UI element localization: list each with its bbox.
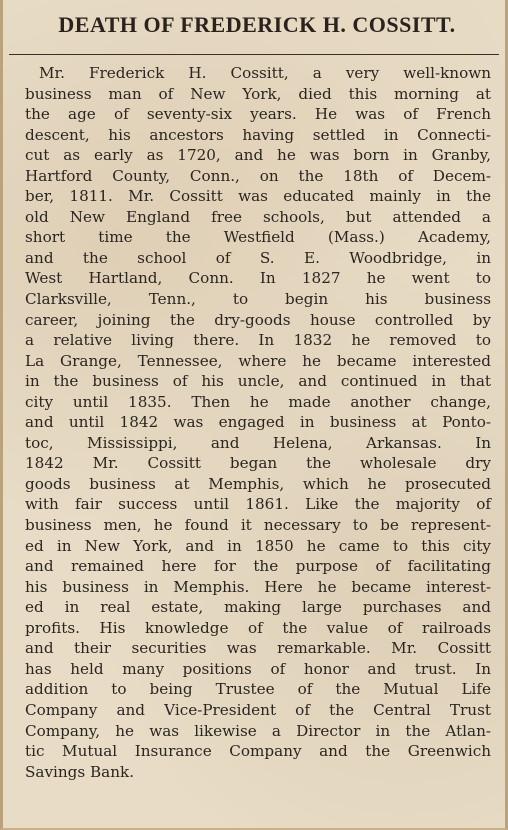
article-line: tic Mutual Insurance Company and the Greenwich [25, 742, 491, 761]
article-line: and their securities was remarkable. Mr. Cossitt [25, 639, 491, 658]
article-line: addition to being Trustee of the Mutual Life [25, 680, 491, 699]
article-line: 1842 Mr. Cossitt began the wholesale dry [25, 454, 491, 473]
article-line: business man of New York, died this morning at [25, 84, 491, 103]
article-line: old New England free schools, but attended a [25, 207, 491, 226]
article-line: and remained here for the purpose of facilitating [25, 557, 491, 576]
article-headline: DEATH OF FREDERICK H. COSSITT. [58, 12, 456, 37]
article-line: Mr. Frederick H. Cossitt, a very well-known [39, 64, 491, 82]
article-line: Company and Vice-President of the Central Trust [25, 700, 491, 719]
article-line: ed in New York, and in 1850 he came to this city [25, 536, 491, 555]
article-line: Hartford County, Conn., on the 18th of Decem- [25, 166, 491, 185]
article-line: descent, his ancestors having settled in Connecti- [25, 125, 491, 144]
article-line: profits. His knowledge of the value of railroads [25, 618, 491, 637]
article-line: short time the Westfield (Mass.) Academy, [25, 228, 491, 247]
article-line: cut as early as 1720, and he was born in Granby, [25, 146, 491, 165]
article-line: a relative living there. In 1832 he removed to [25, 331, 491, 350]
article-line: his business in Memphis. Here he became interest- [25, 577, 491, 596]
article-line: West Hartland, Conn. In 1827 he went to [25, 269, 491, 288]
article-line: ed in real estate, making large purchases and [25, 598, 491, 617]
article-line: goods business at Memphis, which he prosecuted [25, 474, 491, 493]
article-line: Clarksville, Tenn., to begin his business [25, 290, 491, 309]
article-line: city until 1835. Then he made another change, [25, 392, 491, 411]
article-line: and until 1842 was engaged in business at Ponto- [25, 413, 491, 432]
article-line: business men, he found it necessary to be represent- [25, 516, 491, 535]
article-line: Company, he was likewise a Director in the Atlan- [25, 721, 491, 740]
article-line: toc, Mississippi, and Helena, Arkansas. In [25, 433, 491, 452]
article-line: with fair success until 1861. Like the majority of [25, 495, 491, 514]
article-body [25, 63, 491, 782]
article-line: ber, 1811. Mr. Cossitt was educated mainly in the [25, 187, 491, 206]
article-line: in the business of his uncle, and continued in that [25, 372, 491, 391]
article-line: has held many positions of honor and trust. In [25, 659, 491, 678]
article-line: Savings Bank. [25, 762, 135, 781]
article-line: career, joining the dry-goods house controlled by [25, 310, 491, 329]
article-line: La Grange, Tennessee, where he became interested [25, 351, 491, 370]
article-line: the age of seventy-six years. He was of French [25, 105, 491, 124]
headline-rule [9, 54, 499, 55]
article-line: and the school of S. E. Woodbridge, in [25, 248, 491, 267]
